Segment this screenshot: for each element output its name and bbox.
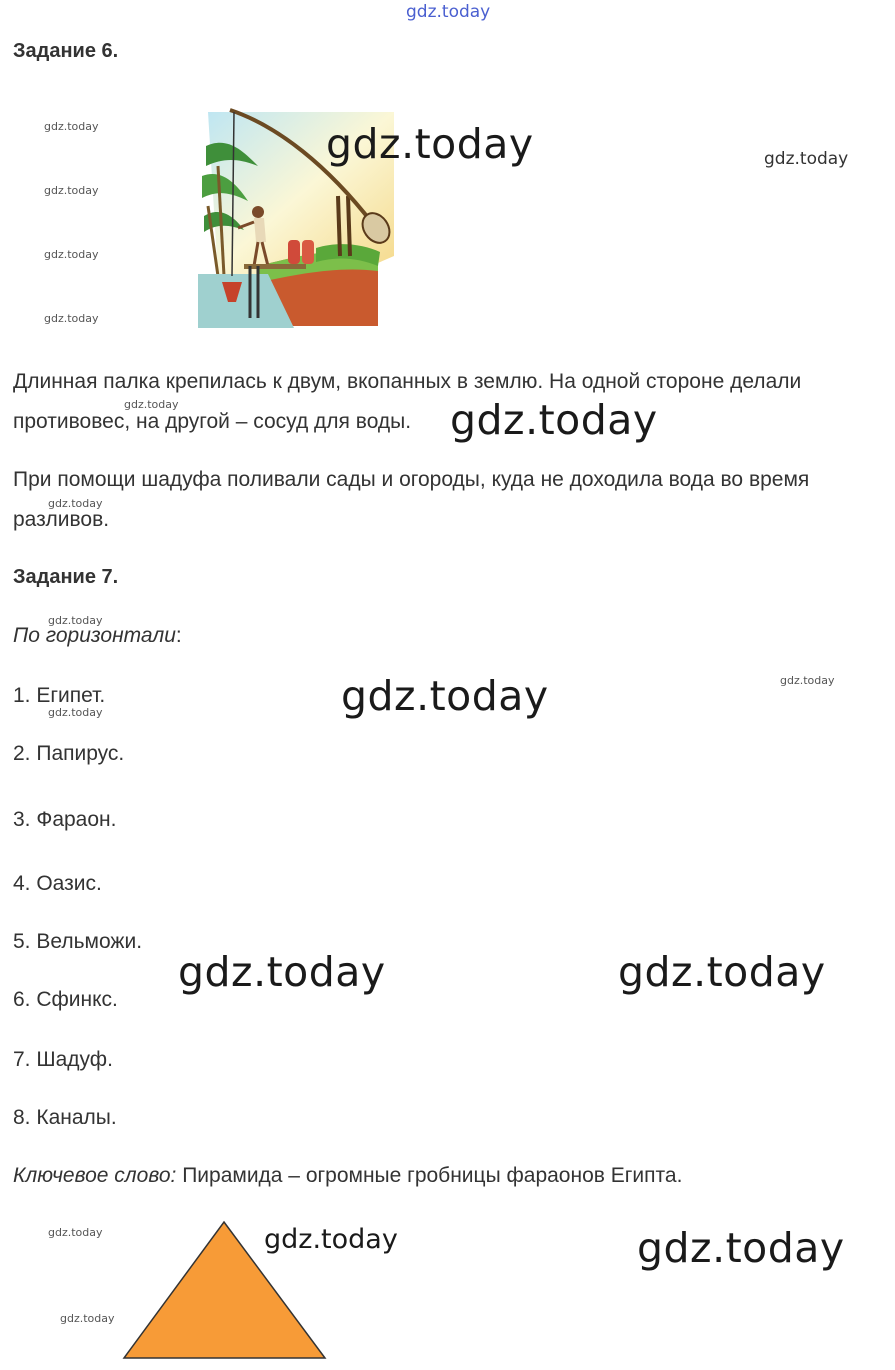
watermark: gdz.today bbox=[124, 398, 179, 411]
watermark: gdz.today bbox=[48, 497, 103, 510]
pyramid-shape bbox=[124, 1222, 325, 1358]
subheading-colon: : bbox=[175, 624, 182, 647]
list-item: 4. Оазис. bbox=[13, 872, 102, 895]
task6-para2-line1: При помощи шадуфа поливали сады и огороды, куда не доходила вода во время bbox=[13, 468, 810, 491]
watermark: gdz.today bbox=[44, 248, 99, 261]
watermark: gdz.today bbox=[48, 706, 103, 719]
keyword-label: Ключевое слово: bbox=[13, 1164, 177, 1187]
list-item: 5. Вельможи. bbox=[13, 930, 143, 953]
pyramid-triangle bbox=[120, 1216, 330, 1362]
list-item: 7. Шадуф. bbox=[13, 1048, 113, 1071]
list-item: 8. Каналы. bbox=[13, 1106, 117, 1129]
list-item: 2. Папирус. bbox=[13, 742, 125, 765]
watermark: gdz.today bbox=[178, 948, 386, 996]
watermark: gdz.today bbox=[48, 1226, 103, 1239]
watermark: gdz.today bbox=[618, 948, 826, 996]
watermark: gdz.today bbox=[44, 312, 99, 325]
watermark: gdz.today bbox=[48, 614, 103, 627]
task6-para1-line2: противовес, на другой – сосуд для воды. bbox=[13, 410, 412, 433]
watermark: gdz.today bbox=[44, 184, 99, 197]
task7-subheading bbox=[13, 624, 182, 648]
watermark: gdz.today bbox=[341, 672, 549, 720]
subheading-label: По горизонтали bbox=[13, 624, 176, 647]
task6-para1-line1: Длинная палка крепилась к двум, вкопанных в землю. На одной стороне делали bbox=[13, 370, 802, 393]
watermark: gdz.today bbox=[326, 120, 534, 168]
list-item: 1. Египет. bbox=[13, 684, 106, 707]
keyword-text: Пирамида – огромные гробницы фараонов Египта. bbox=[176, 1164, 683, 1187]
keyword-line bbox=[13, 1164, 682, 1188]
watermark: gdz.today bbox=[637, 1224, 845, 1272]
watermark: gdz.today bbox=[264, 1224, 398, 1255]
task7-heading: Задание 7. bbox=[13, 566, 119, 588]
task6-para2-line2: разливов. bbox=[13, 508, 110, 531]
watermark: gdz.today bbox=[450, 396, 658, 444]
watermark: gdz.today bbox=[44, 120, 99, 133]
task6-heading: Задание 6. bbox=[13, 40, 119, 62]
watermark: gdz.today bbox=[60, 1312, 115, 1325]
watermark: gdz.today bbox=[764, 149, 849, 169]
watermark-top: gdz.today bbox=[406, 2, 491, 22]
list-item: 6. Сфинкс. bbox=[13, 988, 118, 1011]
watermark: gdz.today bbox=[780, 674, 835, 687]
list-item: 3. Фараон. bbox=[13, 808, 117, 831]
